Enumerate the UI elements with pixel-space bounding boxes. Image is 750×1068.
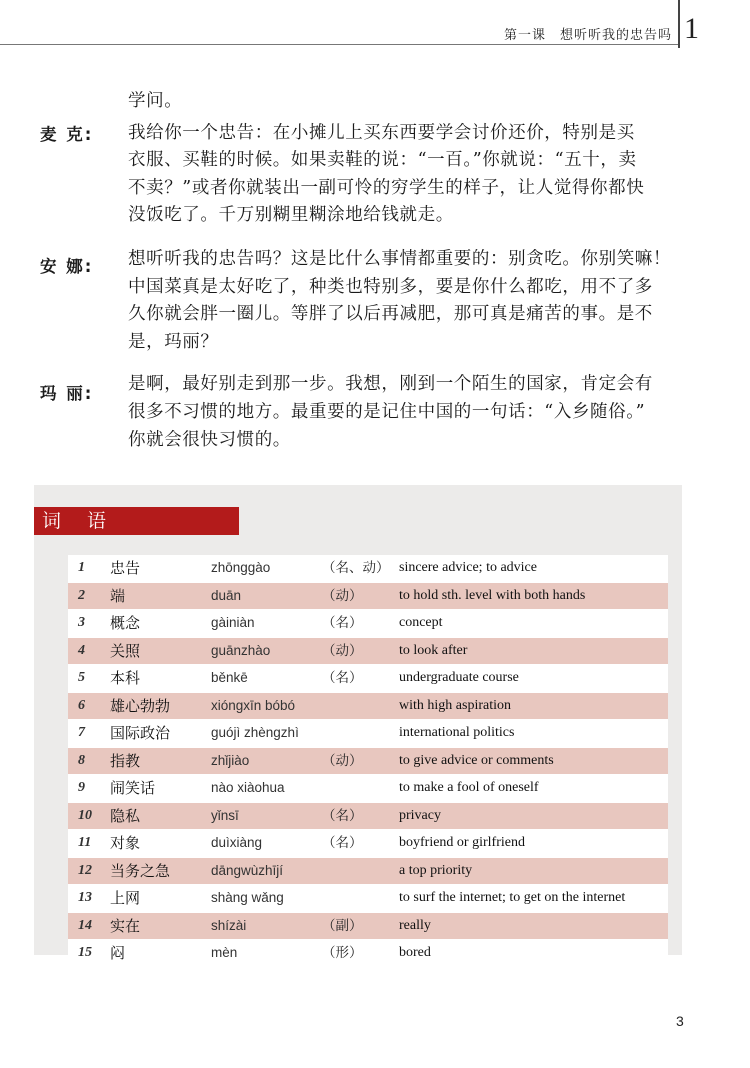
vocab-definition: undergraduate course xyxy=(399,670,519,685)
vocab-pinyin: shàng wǎng xyxy=(211,890,284,905)
vocab-part-of-speech: （动） xyxy=(322,642,363,659)
dialogue-line: 很多不习惯的地方。最重要的是记住中国的一句话：“入乡随俗。” xyxy=(128,402,646,422)
vocab-word: 端 xyxy=(110,586,126,605)
vocab-number: 8 xyxy=(78,752,85,768)
vocab-row xyxy=(68,583,668,611)
vocab-definition: to give advice or comments xyxy=(399,752,554,768)
vocab-row xyxy=(68,748,668,776)
dialogue-line: 衣服、买鞋的时候。如果卖鞋的说：“一百。”你就说：“五十，卖 xyxy=(128,150,637,170)
vocab-part-of-speech: （形） xyxy=(322,945,363,961)
vocab-definition: really xyxy=(399,917,431,933)
vocabulary-heading: 词 语 xyxy=(42,510,117,532)
vocab-number: 15 xyxy=(78,945,92,960)
vocab-definition: with high aspiration xyxy=(399,697,511,713)
vocab-definition: a top priority xyxy=(399,862,473,878)
vocab-number: 6 xyxy=(78,697,85,713)
vocab-number: 9 xyxy=(78,780,85,795)
vocab-pinyin: běnkē xyxy=(211,670,248,685)
speaker-label: 玛 丽: xyxy=(40,384,94,403)
vocab-part-of-speech: （名、动） xyxy=(322,560,390,576)
vocab-word: 对象 xyxy=(110,834,141,852)
vocab-pinyin: dāngwùzhījí xyxy=(211,862,284,878)
vocab-word: 本科 xyxy=(110,669,141,687)
running-header xyxy=(504,24,672,43)
vocab-pinyin: duān xyxy=(211,587,242,603)
vocab-row xyxy=(68,940,668,968)
dialogue-continuation: 学问。 xyxy=(128,91,183,111)
dialogue-line: 你就会很快习惯的。 xyxy=(128,430,291,450)
header-rule xyxy=(0,44,680,45)
dialogue-line: 没饭吃了。千万别糊里糊涂地给钱就走。 xyxy=(128,205,454,225)
vocab-word: 忠告 xyxy=(110,559,141,577)
vocab-row xyxy=(68,555,668,583)
vocab-pinyin: guānzhào xyxy=(211,642,271,658)
vocab-row xyxy=(68,665,668,693)
vocab-word: 闷 xyxy=(110,944,126,962)
vocab-number: 4 xyxy=(78,642,85,658)
vocab-row xyxy=(68,913,668,941)
vocab-word: 指教 xyxy=(110,751,141,770)
vocab-pinyin: zhǐjiào xyxy=(211,752,250,768)
vocab-number: 7 xyxy=(78,725,85,740)
vocab-definition: bored xyxy=(399,945,431,960)
vocab-pinyin: shízài xyxy=(211,917,247,933)
dialogue-line: 中国菜真是太好吃了，种类也特别多，要是你什么都吃，用不了多 xyxy=(128,277,653,297)
vocab-part-of-speech: （动） xyxy=(322,752,363,769)
vocab-part-of-speech: （名） xyxy=(322,615,363,631)
vocab-pinyin: mèn xyxy=(211,945,238,960)
dialogue-line: 不卖？”或者你就装出一副可怜的穷学生的样子，让人觉得你都快 xyxy=(128,178,645,198)
vocab-word: 隐私 xyxy=(110,806,141,825)
vocab-definition: concept xyxy=(399,615,443,630)
vocab-row xyxy=(68,610,668,638)
dialogue-line: 是，玛丽？ xyxy=(128,332,219,352)
vocab-definition: international politics xyxy=(399,725,515,740)
vocab-number: 14 xyxy=(78,917,92,933)
vocab-definition: sincere advice; to advice xyxy=(399,560,537,575)
vocab-number: 3 xyxy=(78,615,85,630)
vocab-number: 1 xyxy=(78,560,85,575)
vocab-number: 10 xyxy=(78,807,92,823)
speaker-label: 麦 克: xyxy=(40,125,94,144)
vocab-row xyxy=(68,830,668,858)
vocab-row xyxy=(68,693,668,721)
vocab-row xyxy=(68,885,668,913)
vocab-number: 11 xyxy=(78,835,92,850)
dialogue-line: 我给你一个忠告：在小摊儿上买东西要学会讨价还价，特别是买 xyxy=(128,123,635,143)
vocab-part-of-speech: （名） xyxy=(322,807,363,824)
vocab-definition: to look after xyxy=(399,642,468,658)
vocab-definition: to make a fool of oneself xyxy=(399,780,539,795)
page-number: 3 xyxy=(676,1013,684,1029)
vocab-word: 上网 xyxy=(110,889,141,907)
vocab-number: 13 xyxy=(78,890,92,905)
lesson-title: 想听听我的忠告吗 xyxy=(559,28,672,43)
vocab-pinyin: duìxiàng xyxy=(211,835,263,850)
vocab-word: 概念 xyxy=(110,614,141,632)
vocab-part-of-speech: （名） xyxy=(322,835,363,851)
vocab-row xyxy=(68,720,668,748)
vocab-definition: to surf the internet; to get on the internet xyxy=(399,890,626,905)
header-divider xyxy=(678,0,680,48)
vocab-word: 闹笑话 xyxy=(110,779,156,797)
vocab-number: 5 xyxy=(78,670,85,685)
vocab-number: 2 xyxy=(78,587,85,603)
vocabulary-heading-bar xyxy=(34,507,239,535)
vocab-pinyin: guójì zhèngzhì xyxy=(211,725,299,740)
vocab-word: 关照 xyxy=(110,641,141,660)
vocabulary-table xyxy=(68,555,668,968)
vocab-part-of-speech: （名） xyxy=(322,670,363,686)
vocab-row xyxy=(68,638,668,666)
vocab-word: 国际政治 xyxy=(110,724,171,742)
dialogue-line: 想听听我的忠告吗？这是比什么事情都重要的：别贪吃。你别笑嘛！ xyxy=(128,249,671,269)
dialogue-line: 久你就会胖一圈儿。等胖了以后再减肥，那可真是痛苦的事。是不 xyxy=(128,304,653,324)
vocab-pinyin: yǐnsī xyxy=(211,807,239,823)
lesson-label: 第一课 xyxy=(503,28,546,43)
vocab-word: 当务之急 xyxy=(110,861,171,880)
vocab-part-of-speech: （动） xyxy=(322,587,363,604)
vocab-definition: to hold sth. level with both hands xyxy=(399,587,586,603)
vocab-row xyxy=(68,858,668,886)
dialogue-line: 是啊，最好别走到那一步。我想，刚到一个陌生的国家，肯定会有 xyxy=(128,374,653,394)
vocab-part-of-speech: （副） xyxy=(322,917,363,934)
vocab-number: 12 xyxy=(78,862,92,878)
vocab-definition: privacy xyxy=(399,807,441,823)
vocab-pinyin: nào xiàohua xyxy=(211,780,285,795)
vocab-row xyxy=(68,775,668,803)
vocab-pinyin: zhōnggào xyxy=(211,560,271,575)
chapter-number: 1 xyxy=(684,12,699,45)
vocab-definition: boyfriend or girlfriend xyxy=(399,835,525,850)
vocab-word: 雄心勃勃 xyxy=(110,696,171,715)
speaker-label: 安 娜: xyxy=(40,257,94,276)
vocab-pinyin: gàiniàn xyxy=(211,615,255,630)
vocab-row xyxy=(68,803,668,831)
vocab-word: 实在 xyxy=(110,916,141,935)
vocab-pinyin: xióngxīn bóbó xyxy=(211,697,296,713)
